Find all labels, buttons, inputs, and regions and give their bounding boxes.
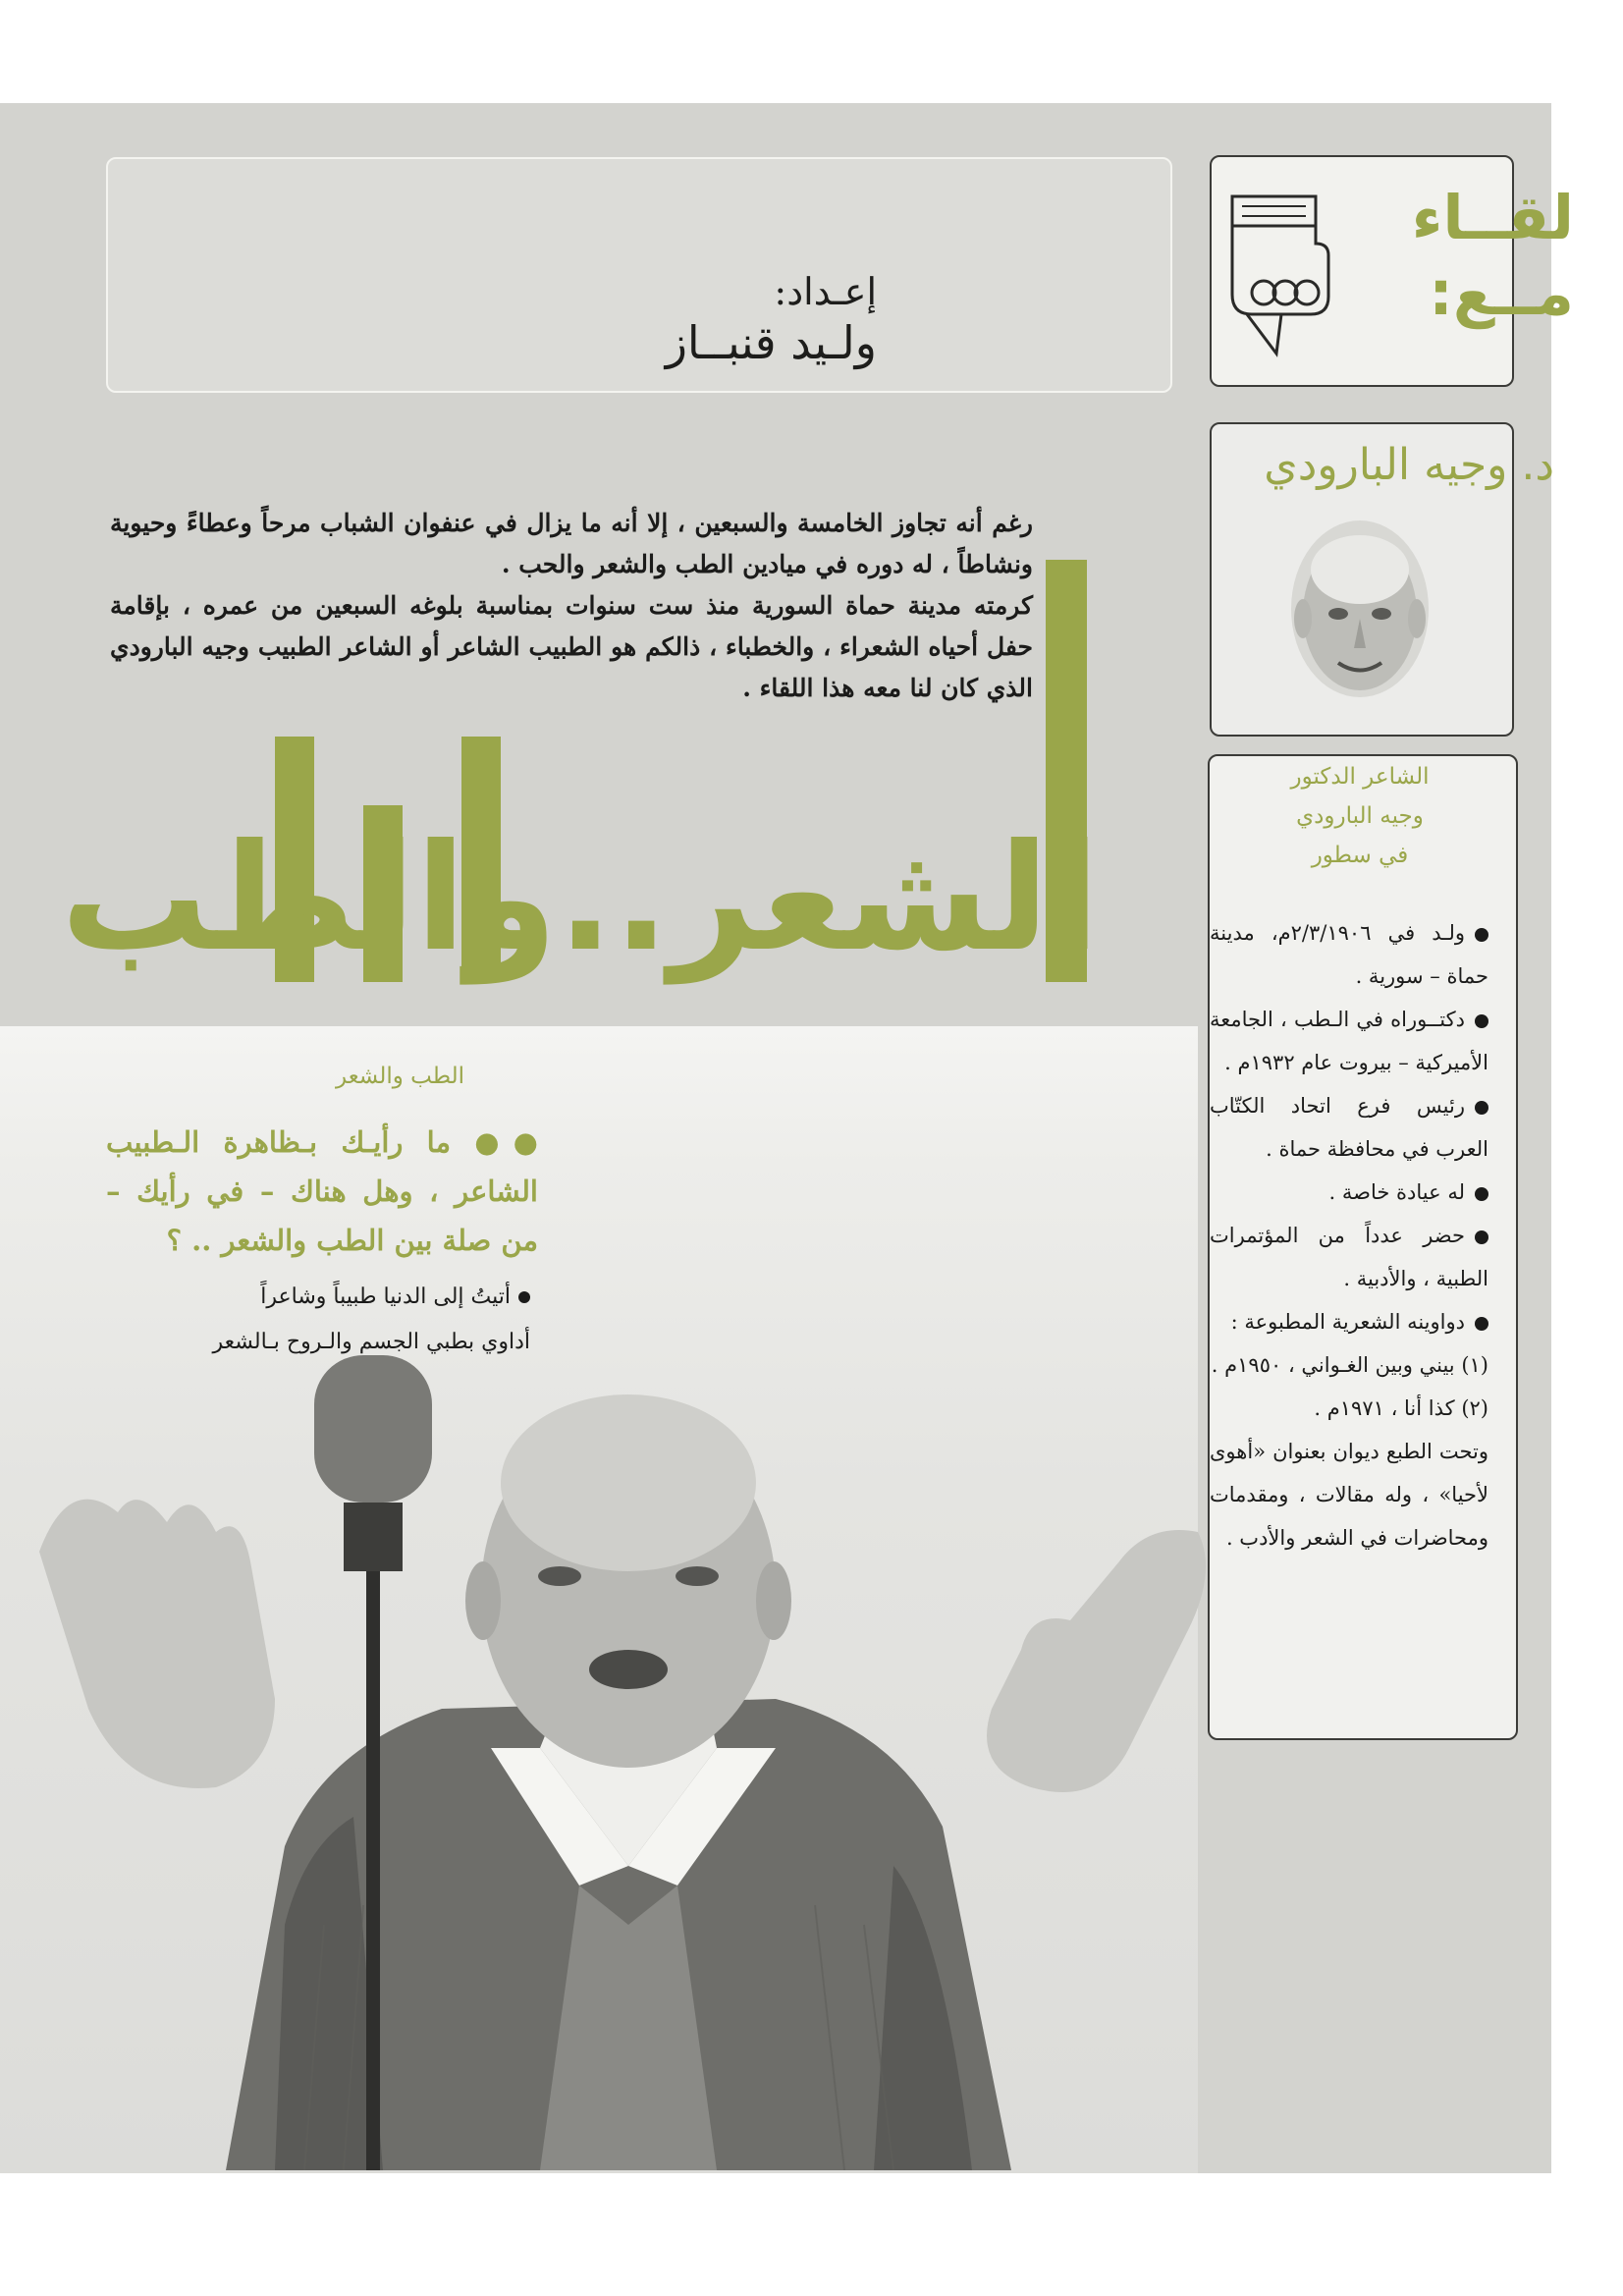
bio-item-text: له عيادة خاصة . (1328, 1180, 1465, 1204)
bio-item-text: دواوينه الشعرية المطبوعة : (1230, 1310, 1465, 1334)
bio-works-1: (١) بيني وبين الغـواني ، ١٩٥٠م . (1211, 1353, 1488, 1377)
bio-closing: وتحت الطبع ديوان بعنوان «أهوى لأحيا» ، وله مقالات ، ومقدمات ومحاضرات في الشعر والأدب . (1210, 1440, 1488, 1550)
bio-item-text: ولـد في ٢/٣/١٩٠٦م، مدينة حماة – سورية . (1210, 921, 1488, 988)
bullet-icon (1475, 1230, 1488, 1244)
portrait-photo (1281, 516, 1438, 712)
bio-item (1210, 911, 1494, 998)
bullet-icon (1475, 1187, 1488, 1201)
bio-item (1210, 1084, 1494, 1171)
answer-line-1-text: أتيتُ إلى الدنيا طبيباً وشاعراً (260, 1285, 511, 1309)
logo-text-line2: مــع: (1429, 257, 1574, 329)
bullet-icon (1475, 1317, 1488, 1331)
pen-hand-icon (1222, 187, 1340, 363)
title-block (60, 550, 1100, 1002)
author-name: ولـيد قنبــاز (665, 316, 877, 369)
bio-item (1210, 1214, 1494, 1300)
intro-paragraph-2: كرمته مدينة حماة السورية منذ ست سنوات بمناسبة بلوغه السبعين من عمره ، بإقامة حفل أحياه الشعراء ، والخطباء ، ذالكم هو الطبيب الشاعر أو الشاعر الطبيب وجيه البارودي الذي كان لنا معه هذا اللقاء . (110, 591, 1033, 702)
speaker-photo (29, 1237, 1227, 2170)
bullet-icon (1475, 1014, 1488, 1028)
bio-list (1210, 911, 1494, 1559)
answer-line-2: أداوي بطبي الجسم والـروح بـالشعر (212, 1330, 530, 1354)
author-label: إعـداد: (774, 270, 877, 313)
bio-item (1210, 1171, 1494, 1214)
bio-heading-2: وجيه البارودي (1296, 803, 1424, 829)
bio-item-text: حضر عدداً من المؤتمرات الطبية ، والأدبية . (1210, 1224, 1488, 1290)
portrait-name: د. وجيه البارودي (1264, 440, 1554, 490)
bio-item-text: رئيس فرع اتحاد الكتّاب العرب في محافظة حماة . (1210, 1094, 1488, 1161)
bullet-icon (1475, 928, 1488, 942)
bullet-icon (1475, 1101, 1488, 1115)
bio-item (1210, 1300, 1494, 1343)
qa-section-heading: الطب والشعر (336, 1064, 464, 1089)
author-box (106, 157, 1172, 393)
bio-heading-1: الشاعر الدكتور (1290, 764, 1430, 790)
intro-paragraph-1: رغم أنه تجاوز الخامسة والسبعين ، إلا أنه ما يزال في عنفوان الشباب مرحاً وعطاءً وحيوية ونشاطاً ، له دوره في ميادين الطب والشعر والحب . (110, 509, 1033, 578)
bio-works-2: (٢) كذا أنا ، ١٩٧١م . (1314, 1396, 1488, 1420)
bio-heading-3: في سطور (1311, 843, 1409, 868)
main-title: الشعر..والطب (60, 813, 1100, 984)
qa-question: ●● ما رأيـك بـظاهرة الـطبيب الشاعر ، وهل هناك – في رأيك – من صلة بين الطب والشعر .. ؟ (106, 1125, 538, 1257)
logo-text-line1: لقــاء (1411, 182, 1574, 253)
bio-item (1210, 998, 1494, 1084)
bio-item-text: دكتــوراه في الـطب ، الجامعة الأميركية – بيروت عام ١٩٣٢م . (1210, 1008, 1488, 1074)
